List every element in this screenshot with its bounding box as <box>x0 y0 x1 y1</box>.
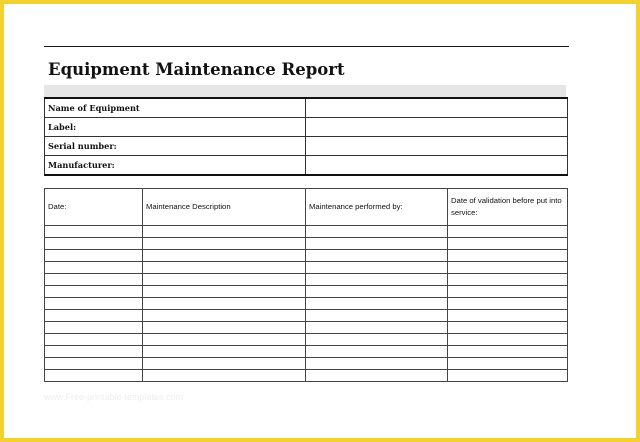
info-label: Name of Equipment <box>45 98 306 118</box>
table-row <box>45 226 568 238</box>
log-cell[interactable] <box>143 286 306 298</box>
log-cell[interactable] <box>45 358 143 370</box>
log-cell[interactable] <box>306 370 448 382</box>
log-cell[interactable] <box>306 286 448 298</box>
table-row <box>45 238 568 250</box>
log-cell[interactable] <box>448 262 568 274</box>
log-cell[interactable] <box>448 226 568 238</box>
log-cell[interactable] <box>448 250 568 262</box>
log-cell[interactable] <box>45 370 143 382</box>
log-cell[interactable] <box>45 250 143 262</box>
log-cell[interactable] <box>45 226 143 238</box>
log-cell[interactable] <box>45 334 143 346</box>
document-page <box>4 4 636 438</box>
log-cell[interactable] <box>143 238 306 250</box>
log-cell[interactable] <box>306 346 448 358</box>
table-row <box>45 322 568 334</box>
info-row <box>45 118 568 137</box>
log-cell[interactable] <box>143 298 306 310</box>
log-cell[interactable] <box>45 238 143 250</box>
log-cell[interactable] <box>143 334 306 346</box>
table-row <box>45 274 568 286</box>
log-cell[interactable] <box>448 346 568 358</box>
log-cell[interactable] <box>306 310 448 322</box>
log-cell[interactable] <box>306 322 448 334</box>
log-cell[interactable] <box>306 274 448 286</box>
table-row <box>45 286 568 298</box>
log-cell[interactable] <box>448 238 568 250</box>
header-band <box>44 85 566 97</box>
log-cell[interactable] <box>306 226 448 238</box>
info-row <box>45 98 568 118</box>
table-row <box>45 262 568 274</box>
info-label: Label: <box>45 118 306 137</box>
info-value-cell[interactable] <box>306 98 568 118</box>
table-row <box>45 346 568 358</box>
log-cell[interactable] <box>143 274 306 286</box>
header-description: Maintenance Description <box>143 189 306 226</box>
page-title: Equipment Maintenance Report <box>48 60 345 79</box>
log-cell[interactable] <box>306 358 448 370</box>
log-cell[interactable] <box>306 238 448 250</box>
header-date: Date: <box>45 189 143 226</box>
header-performed-by: Maintenance performed by: <box>306 189 448 226</box>
table-row <box>45 298 568 310</box>
log-cell[interactable] <box>448 298 568 310</box>
log-cell[interactable] <box>448 322 568 334</box>
log-cell[interactable] <box>143 226 306 238</box>
log-cell[interactable] <box>45 346 143 358</box>
log-cell[interactable] <box>45 310 143 322</box>
log-cell[interactable] <box>306 262 448 274</box>
log-cell[interactable] <box>143 370 306 382</box>
top-rule <box>44 46 569 47</box>
log-cell[interactable] <box>143 262 306 274</box>
maintenance-log-table <box>44 188 568 382</box>
log-cell[interactable] <box>143 322 306 334</box>
log-cell[interactable] <box>143 310 306 322</box>
info-label: Manufacturer: <box>45 156 306 176</box>
header-validation-date: Date of validation before put into service: <box>448 189 568 226</box>
log-cell[interactable] <box>45 286 143 298</box>
info-value-cell[interactable] <box>306 156 568 176</box>
log-header-row <box>45 189 568 226</box>
info-row <box>45 137 568 156</box>
log-cell[interactable] <box>448 274 568 286</box>
info-label: Serial number: <box>45 137 306 156</box>
table-row <box>45 334 568 346</box>
table-row <box>45 370 568 382</box>
log-cell[interactable] <box>45 298 143 310</box>
log-cell[interactable] <box>45 322 143 334</box>
table-row <box>45 358 568 370</box>
table-row <box>45 310 568 322</box>
table-row <box>45 250 568 262</box>
info-value-cell[interactable] <box>306 137 568 156</box>
log-cell[interactable] <box>143 346 306 358</box>
info-value-cell[interactable] <box>306 118 568 137</box>
log-cell[interactable] <box>143 250 306 262</box>
log-cell[interactable] <box>306 334 448 346</box>
log-cell[interactable] <box>306 250 448 262</box>
info-row <box>45 156 568 176</box>
log-cell[interactable] <box>448 310 568 322</box>
log-cell[interactable] <box>45 274 143 286</box>
log-cell[interactable] <box>306 298 448 310</box>
log-cell[interactable] <box>45 262 143 274</box>
log-cell[interactable] <box>448 334 568 346</box>
log-cell[interactable] <box>143 358 306 370</box>
log-cell[interactable] <box>448 370 568 382</box>
log-cell[interactable] <box>448 358 568 370</box>
watermark: www.Free-printable-templates.com <box>44 392 184 402</box>
log-cell[interactable] <box>448 286 568 298</box>
equipment-info-table <box>44 97 568 176</box>
